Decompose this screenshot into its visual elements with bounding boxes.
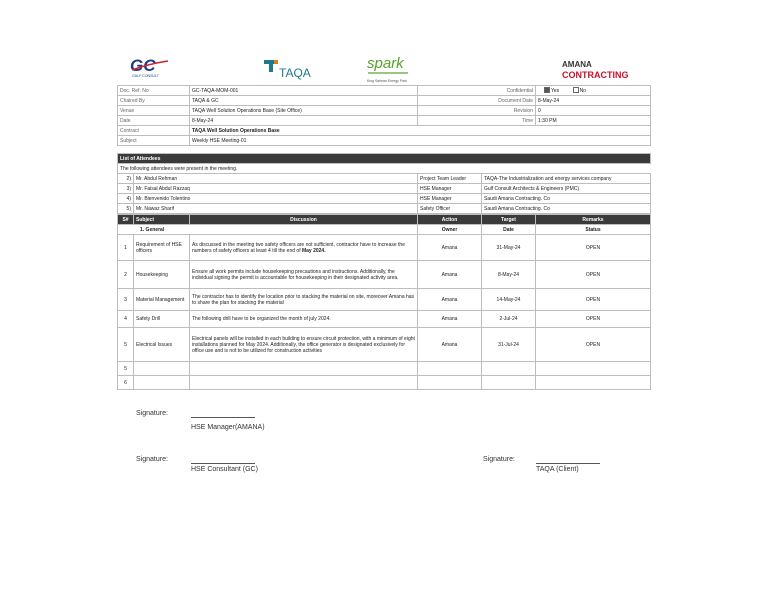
table-row [118,311,651,328]
col-discussion: Discussion [190,215,418,225]
doc-ref-value: GC-TAQA-MOM-001 [190,86,418,96]
row-discussion: The contractor has to identify the location prior to stacking the material on site, moreover Amana has to share the plan for stacking the material [190,289,418,311]
col-subject: Subject [134,215,190,225]
minutes-table [117,214,651,390]
date-label: Date [118,116,190,126]
col-action: Action [418,215,482,225]
svg-text:AMANA: AMANA [562,60,592,69]
chaired-label: Chaired By [118,96,190,106]
row-owner: Amana [418,311,482,328]
row-owner: Amana [418,328,482,362]
row-subject: Housekeeping [134,261,190,289]
signature-line-amana [191,417,255,418]
section-general: 1. General [118,225,418,235]
venue-value: TAQA Well Solution Operations Base (Site Office) [190,106,418,116]
attendee-org: Saudi Amana Contracting. Co [482,194,651,204]
row-status: OPEN [536,235,651,261]
row-date [482,362,536,376]
col-sn: S# [118,215,134,225]
row-sn: 6 [118,376,134,390]
taqa-logo [262,58,322,80]
confidential-yes[interactable]: Yes [544,88,559,94]
venue-label: Venue [118,106,190,116]
svg-text:spark: spark [367,55,404,72]
row-discussion: Ensure all work permits include housekeeping precautions and instructions. Additionally, the individual signing the permit is accountable for housekeeping in their designated activity area. [190,261,418,289]
checkbox-checked-icon [544,87,550,93]
row-discussion [190,376,418,390]
row-subject [134,376,190,390]
confidential-label: Confidential [418,86,536,96]
svg-text:GC: GC [130,56,156,75]
attendees-title: List of Attendees [118,154,651,164]
col-target: Target [482,215,536,225]
table-row [118,235,651,261]
revision-value: 0 [536,106,651,116]
signature-line-taqa [536,463,600,464]
table-row [118,261,651,289]
row-date: 31-Jul-24 [482,328,536,362]
attendee-name: Mr. Bienvenido Tolentino [134,194,418,204]
confidential-value [536,86,651,96]
subject-value: Weekly HSE Meeting-01 [190,136,651,146]
table-row [118,289,651,311]
row-subject: Safety Drill [134,311,190,328]
col-status: Status [536,225,651,235]
row-status [536,376,651,390]
attendee-row [118,204,651,214]
row-sn: 4 [118,311,134,328]
signatory-taqa: TAQA (Client) [536,466,579,473]
attendee-row [118,174,651,184]
attendee-org: Gulf Consult Architects & Engineers (PMC) [482,184,651,194]
row-date: 31-May-24 [482,235,536,261]
row-owner: Amana [418,289,482,311]
attendee-name: Mr. Faisal Abdul Razzaq [134,184,418,194]
row-date: 8-May-24 [482,261,536,289]
spark-logo [366,53,414,85]
row-subject: Requirement of HSE officers [134,235,190,261]
header-info-table [117,85,651,146]
time-value: 1:30 PM [536,116,651,126]
col-owner: Owner [418,225,482,235]
svg-text:GULF CONSULT: GULF CONSULT [132,74,159,78]
row-status [536,362,651,376]
confidential-no[interactable]: No [573,88,586,94]
row-sn: 3 [118,289,134,311]
time-label: Time [418,116,536,126]
row-status: OPEN [536,311,651,328]
row-owner [418,362,482,376]
attendee-row [118,194,651,204]
doc-date-label: Document Date [418,96,536,106]
row-subject: Material Management [134,289,190,311]
attendee-role: Project Team Leader [418,174,482,184]
row-owner: Amana [418,261,482,289]
row-owner: Amana [418,235,482,261]
attendee-row [118,184,651,194]
contract-label: Contract [118,126,190,136]
row-sn: 2 [118,261,134,289]
signatory-amana: HSE Manager(AMANA) [191,424,265,431]
table-row [118,376,651,390]
attendees-intro: The following attendees were present in the meeting. [118,164,651,174]
attendee-no: 3) [118,184,134,194]
attendee-role: Safety Officer [418,204,482,214]
row-sn: 1 [118,235,134,261]
row-discussion [190,362,418,376]
amana-logo [560,58,629,82]
row-sn: 5 [118,362,134,376]
subject-label: Subject [118,136,190,146]
row-subject: Electrical Issues [134,328,190,362]
doc-date-value: 8-May-24 [536,96,651,106]
attendee-org: Saudi Amana Contracting. Co [482,204,651,214]
doc-ref-label: Doc. Ref. No [118,86,190,96]
row-sn: 5 [118,328,134,362]
chaired-value: TAQA & GC [190,96,418,106]
row-date: 14-May-24 [482,289,536,311]
attendee-role: HSE Manager [418,194,482,204]
svg-text:King Salman Energy Park: King Salman Energy Park [367,79,408,83]
attendee-no: 2) [118,174,134,184]
attendees-table [117,153,651,214]
signatory-gc: HSE Consultant (GC) [191,466,258,473]
revision-label: Revision [418,106,536,116]
row-owner [418,376,482,390]
row-status: OPEN [536,289,651,311]
date-value: 8-May-24 [190,116,418,126]
row-discussion: Electrical panels will be installed in each building to ensure circuit protection, with a minimum of eight installations planned for May 2024. Additionally, the office generator is designated exclusively for office use and is not to be utilized for construction activities [190,328,418,362]
contract-value: TAQA Well Solution Operations Base [190,126,651,136]
table-row [118,362,651,376]
signature-label-taqa: Signature: [483,456,515,463]
svg-text:CONTRACTING: CONTRACTING [562,70,629,80]
col-remarks: Remarks [536,215,651,225]
attendee-name: Mr. Abdul Rehman [134,174,418,184]
minutes-subheader-row [118,225,651,235]
signature-label-gc: Signature: [136,456,168,463]
row-discussion: The following drill have to be organized the month of july 2024. [190,311,418,328]
row-status: OPEN [536,328,651,362]
table-row [118,328,651,362]
minutes-header-row [118,215,651,225]
attendee-role: HSE Manager [418,184,482,194]
svg-text:TAQA: TAQA [279,66,311,80]
attendee-name: Mr. Nawaz Sharif [134,204,418,214]
attendee-no: 5) [118,204,134,214]
gc-logo [128,56,174,78]
row-date [482,376,536,390]
attendee-no: 4) [118,194,134,204]
signature-line-gc [191,463,255,464]
row-status: OPEN [536,261,651,289]
checkbox-empty-icon [573,87,579,93]
row-discussion: As discussed in the meeting two safety officers are not sufficient, contractor have to increase the numbers of safety officers at least 4 till the end of May 2024. [190,235,418,261]
row-subject [134,362,190,376]
col-date: Date [482,225,536,235]
attendee-org: TAQA-The Industrialization and energy services company [482,174,651,184]
signature-label-amana: Signature: [136,410,168,417]
row-date: 2-Jul-24 [482,311,536,328]
